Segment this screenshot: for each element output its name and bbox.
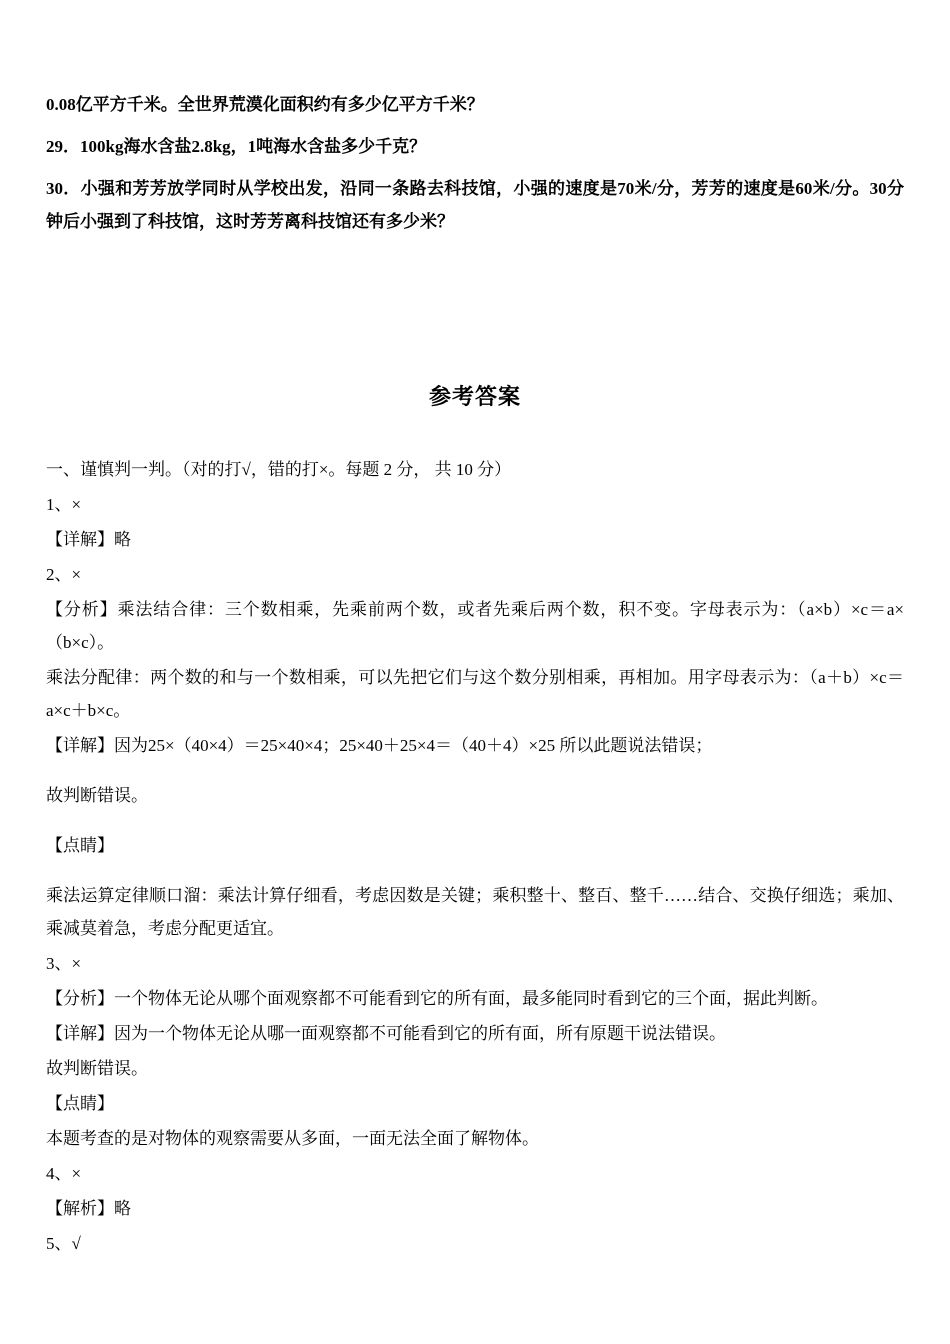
answer-paragraph: 【分析】乘法结合律：三个数相乘，先乘前两个数，或者先乘后两个数，积不变。字母表示为：（a×b）×c＝a×（b×c）。 [46, 600, 904, 652]
answer-paragraph: 4、× [46, 1164, 82, 1183]
answer-paragraph: 故判断错误。 [46, 1059, 148, 1078]
answer-paragraph: 【详解】略 [46, 530, 131, 549]
answer-paragraph: 3、× [46, 954, 82, 973]
answer-paragraph: 本题考查的是对物体的观察需要从多面，一面无法全面了解物体。 [46, 1129, 539, 1148]
answer-paragraph: 【点睛】 [46, 836, 114, 855]
answers-title: 参考答案 [428, 384, 521, 409]
answer-paragraph: 【解析】略 [46, 1199, 131, 1218]
section-header: 一、谨慎判一判。（对的打√，错的打×。每题 2 分， 共 10 分） [46, 460, 512, 479]
question-paragraph: 30．小强和芳芳放学同时从学校出发，沿同一条路去科技馆，小强的速度是70米/分，芳芳的速度是60米/分。30分钟后小强到了科技馆，这时芳芳离科技馆还有多少米？ [46, 179, 904, 231]
question-paragraph: 0.08亿平方千米。全世界荒漠化面积约有多少亿平方千米？ [46, 95, 484, 114]
answers-section [46, 488, 904, 1260]
answer-paragraph: 【点睛】 [46, 1094, 114, 1113]
question-paragraph: 29．100kg海水含盐2.8kg，1吨海水含盐多少千克？ [46, 137, 427, 156]
answer-paragraph: 5、√ [46, 1234, 81, 1253]
answer-paragraph: 乘法运算定律顺口溜：乘法计算仔细看，考虑因数是关键；乘积整十、整百、整千……结合、交换仔细选；乘加、乘减莫着急，考虑分配更适宜。 [46, 886, 904, 938]
questions-section [46, 88, 904, 238]
answer-paragraph: 【分析】一个物体无论从哪个面观察都不可能看到它的所有面，最多能同时看到它的三个面，据此判断。 [46, 989, 828, 1008]
answer-paragraph: 乘法分配律：两个数的和与一个数相乘，可以先把它们与这个数分别相乘，再相加。用字母表示为：（a＋b）×c＝a×c＋b×c。 [46, 668, 904, 720]
answer-paragraph: 【详解】因为一个物体无论从哪一面观察都不可能看到它的所有面，所有原题干说法错误。 [46, 1024, 726, 1043]
answer-paragraph: 2、× [46, 565, 82, 584]
answer-paragraph: 1、× [46, 495, 82, 514]
answer-paragraph: 故判断错误。 [46, 786, 148, 805]
answer-paragraph: 【详解】因为25×（40×4）＝25×40×4；25×40＋25×4＝（40＋4）×25 所以此题说法错误； [46, 736, 713, 755]
